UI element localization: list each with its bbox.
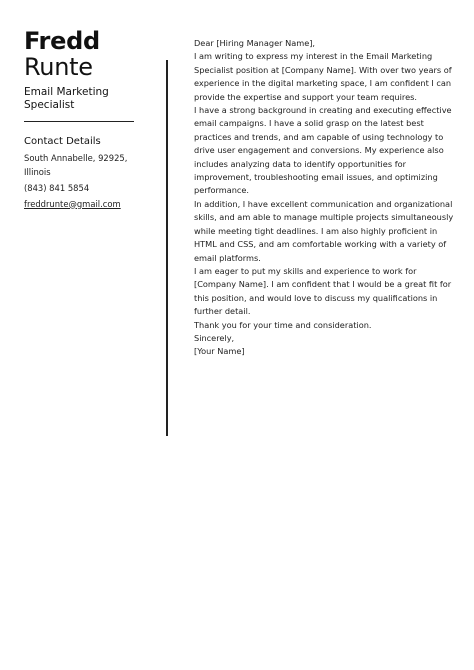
paragraph-line: includes analyzing data to identify opportunities for	[194, 158, 406, 169]
closing: Sincerely,	[194, 332, 235, 343]
paragraph-line: skills, and am able to manage multiple projects simultaneously	[194, 212, 454, 223]
paragraph-line: further detail.	[194, 306, 251, 317]
address-line: South Annabelle, 92925,	[24, 153, 128, 163]
paragraph-line: Specialist position at [Company Name]. With over two years of	[194, 64, 452, 75]
sidebar-divider	[24, 121, 134, 122]
paragraph-line: I have a strong background in creating and executing effective	[194, 105, 452, 116]
letter-paragraph	[194, 198, 454, 265]
letter-paragraph	[194, 104, 452, 198]
letter-paragraph	[194, 265, 452, 319]
paragraph-line: I am eager to put my skills and experience to work for	[194, 265, 417, 276]
paragraph-line: provide the expertise and support your team requires.	[194, 91, 417, 102]
vertical-divider	[166, 60, 168, 436]
contact-details-heading: Contact Details	[24, 136, 101, 147]
paragraph-line: improvement, troubleshooting email issues, and optimizing	[194, 172, 438, 183]
contact-details	[24, 152, 136, 211]
paragraph-line: practices and trends, and am capable of using technology to	[194, 131, 444, 142]
signature: [Your Name]	[194, 346, 245, 357]
paragraph-line: Thank you for your time and consideration.	[194, 319, 372, 330]
letter-paragraph	[194, 319, 444, 332]
paragraph-line: while meeting tight deadlines. I am also highly proficient in	[194, 225, 438, 236]
sidebar	[24, 28, 136, 211]
paragraph-line: drive user engagement and conversions. My experience also	[194, 145, 444, 156]
salutation: Dear [Hiring Manager Name],	[194, 38, 316, 48]
job-title	[24, 86, 136, 112]
paragraph-line: experience in the digital marketing space, I am confident I can	[194, 78, 452, 89]
paragraph-line: performance.	[194, 185, 250, 196]
first-name: Fredd	[24, 27, 100, 55]
paragraph-line: HTML and CSS, and am comfortable working with a variety of	[194, 239, 447, 250]
paragraph-line: In addition, I have excellent communication and organizational	[194, 198, 453, 209]
address-line: Illinois	[24, 166, 51, 177]
letter-paragraph	[194, 50, 452, 104]
paragraph-line: email platforms.	[194, 252, 261, 263]
paragraph-line: [Company Name]. I am confident that I would be a great fit for	[194, 279, 452, 290]
phone-number: (843) 841 5854	[24, 182, 90, 193]
email-link[interactable]: freddrunte@gmail.com	[24, 198, 121, 209]
paragraph-line: this position, and would love to discuss my qualifications in	[194, 292, 438, 303]
job-title-line: Email Marketing	[24, 86, 109, 98]
last-name: Runte	[24, 53, 93, 81]
paragraph-line: email campaigns. I have a solid grasp on the latest best	[194, 118, 424, 129]
paragraph-line: I am writing to express my interest in the Email Marketing	[194, 51, 433, 62]
letter-body	[194, 37, 454, 359]
job-title-line: Specialist	[24, 99, 75, 111]
